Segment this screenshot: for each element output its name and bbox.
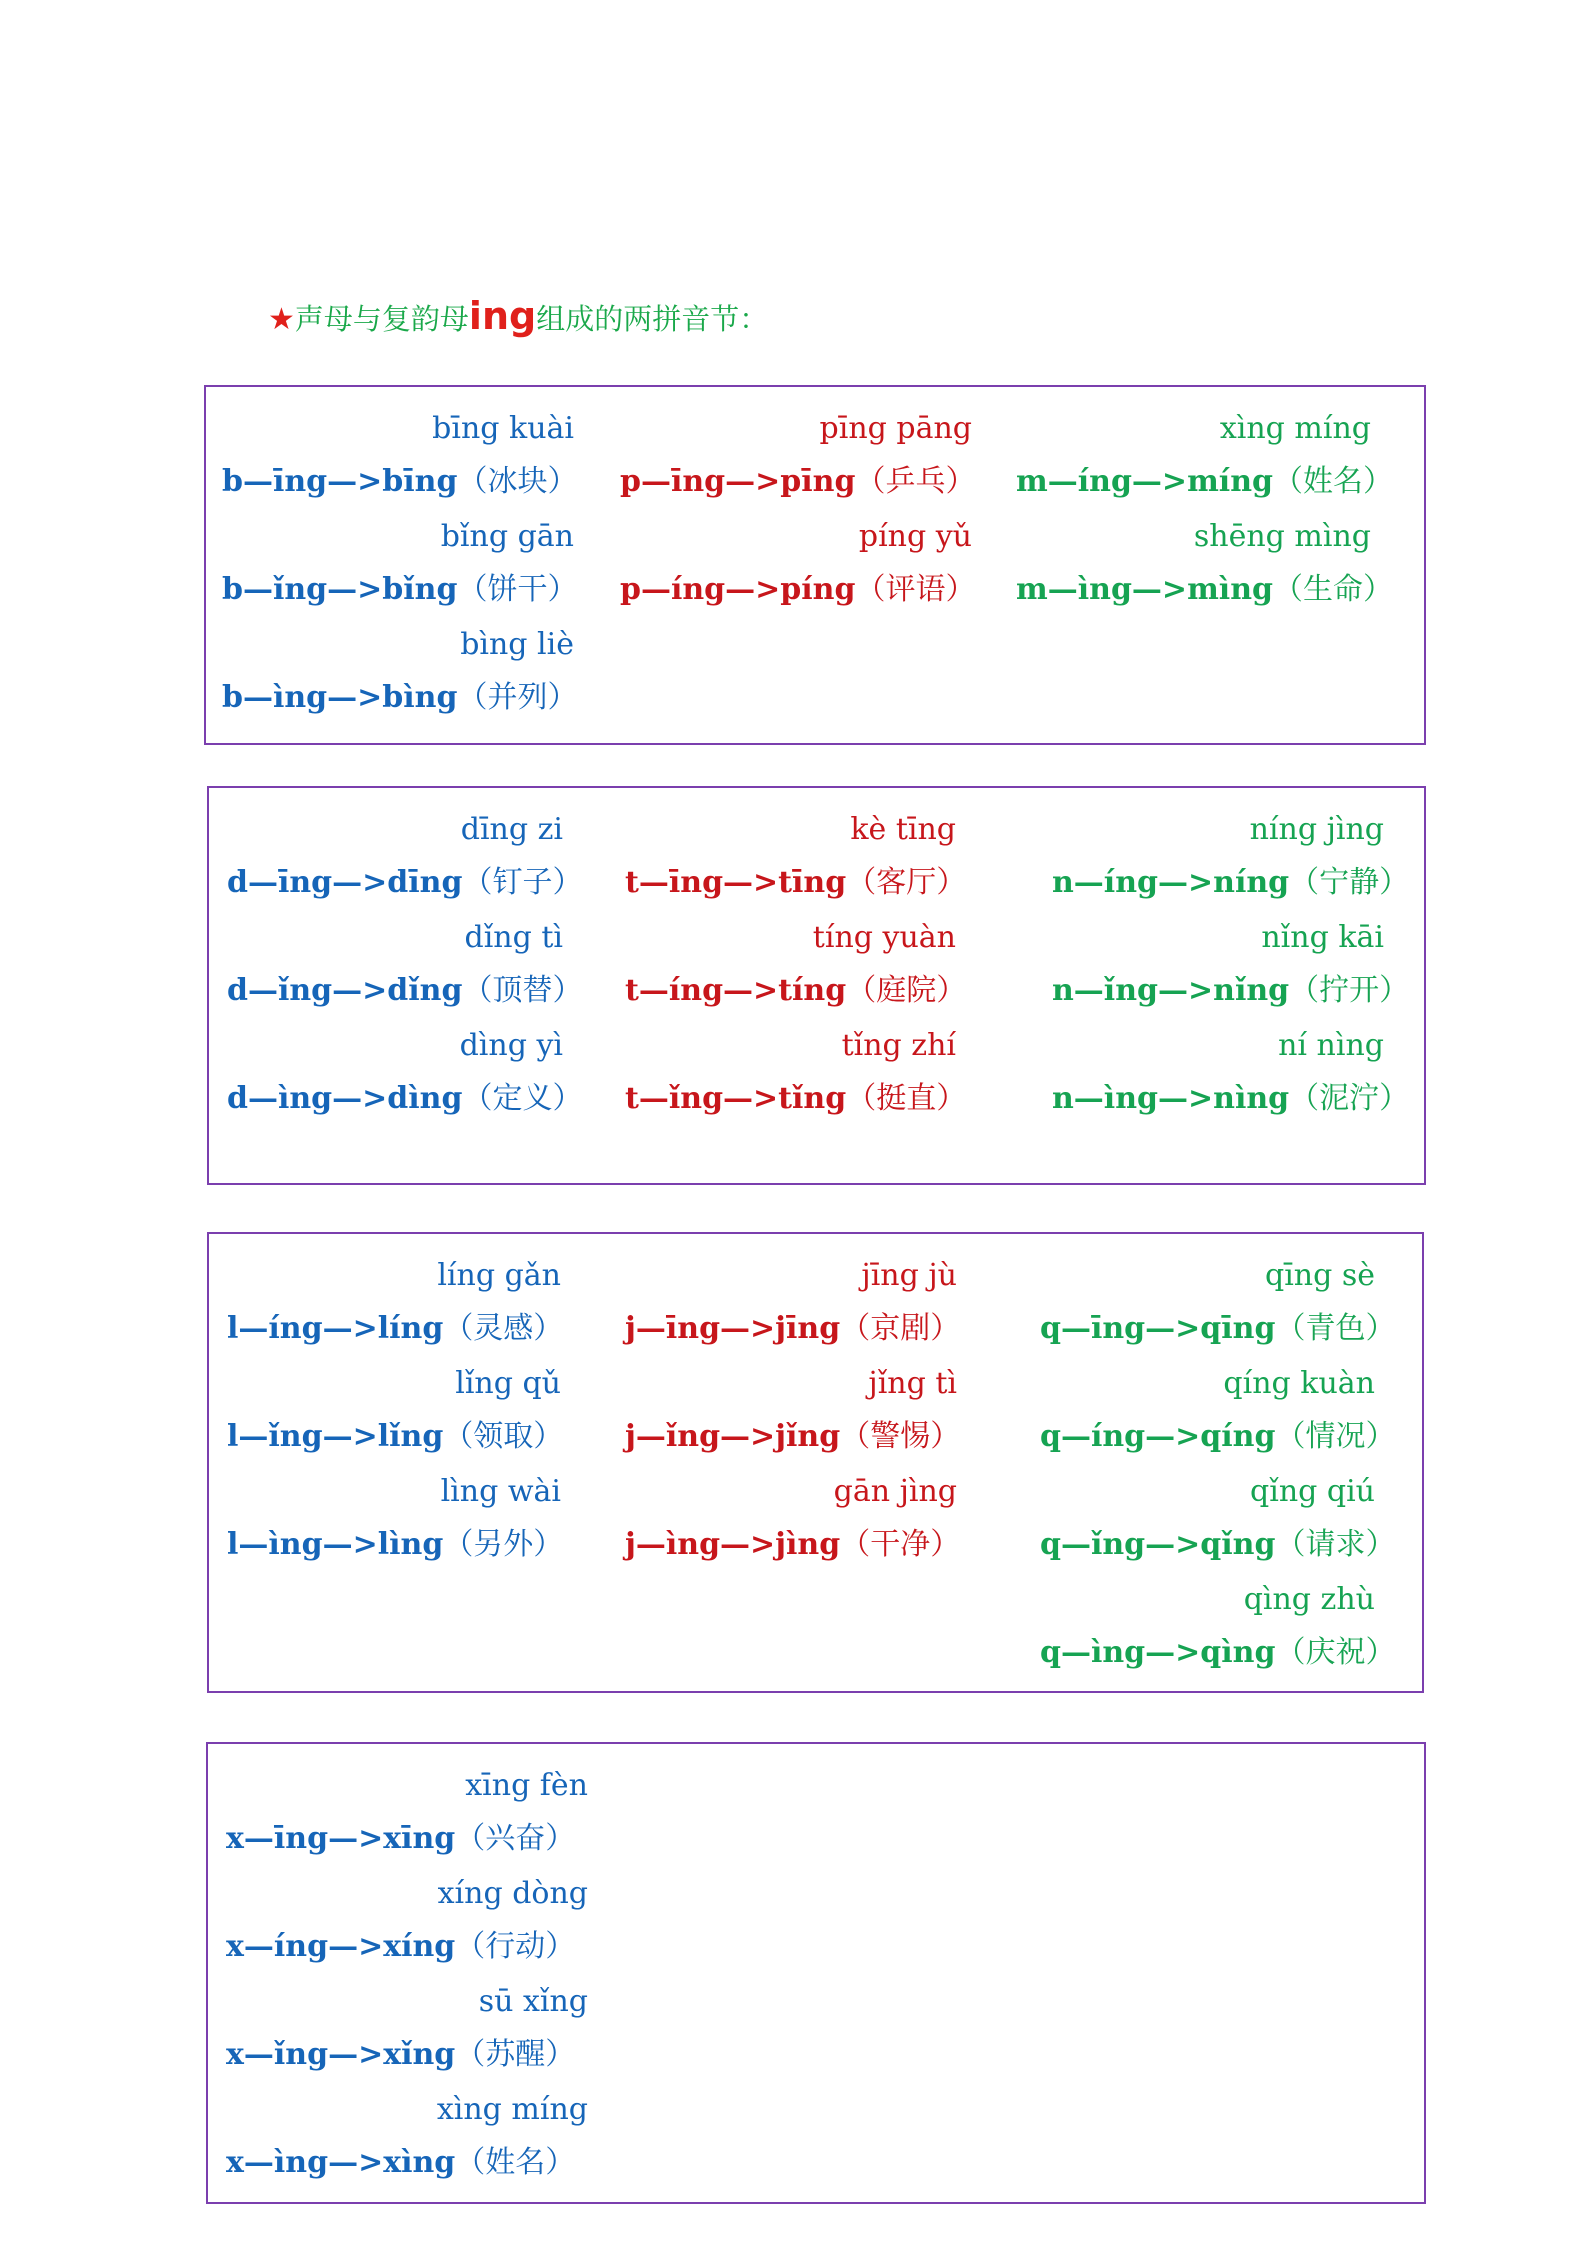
- chinese-word: （饼干）: [457, 572, 578, 607]
- spelling-formula: [226, 2033, 575, 2077]
- spelling-formula: [1016, 460, 1393, 504]
- formula-text: x—íng—>xíng: [226, 1929, 456, 1964]
- spelling-formula: [1052, 1077, 1409, 1121]
- pinyin-annotation: píng yǔ: [858, 519, 972, 554]
- pinyin-annotation: nǐng kāi: [1261, 920, 1384, 955]
- chinese-word: （另外）: [443, 1527, 564, 1562]
- chinese-word: （庆祝）: [1275, 1635, 1396, 1670]
- formula-text: x—ìng—>xìng: [226, 2145, 456, 2180]
- spelling-formula: [1040, 1523, 1395, 1567]
- chinese-word: （兴奋）: [455, 1821, 576, 1856]
- formula-text: q—ǐng—>qǐng: [1040, 1527, 1276, 1562]
- section-heading: [268, 292, 768, 340]
- chinese-word: （挺直）: [846, 1081, 967, 1116]
- pinyin-annotation: níng jìng: [1249, 812, 1384, 847]
- syllable-box: [204, 385, 1426, 745]
- spelling-formula: [227, 861, 582, 905]
- star-icon: ★: [268, 302, 295, 337]
- spelling-formula: [226, 1925, 575, 1969]
- formula-text: n—ǐng—>nǐng: [1052, 973, 1290, 1008]
- spelling-formula: [1040, 1415, 1395, 1459]
- chinese-word: （警惕）: [840, 1419, 961, 1454]
- chinese-word: （青色）: [1275, 1311, 1396, 1346]
- spelling-formula: [1052, 861, 1409, 905]
- chinese-word: （顶替）: [462, 973, 583, 1008]
- formula-text: x—ǐng—>xǐng: [226, 2037, 456, 2072]
- spelling-formula: [227, 1415, 563, 1459]
- formula-text: b—ǐng—>bǐng: [222, 572, 458, 607]
- chinese-word: （请求）: [1275, 1527, 1396, 1562]
- pinyin-annotation: bǐng gān: [440, 519, 574, 554]
- chinese-word: （姓名）: [1273, 464, 1393, 499]
- pinyin-annotation: gān jìng: [833, 1474, 957, 1509]
- spelling-formula: [226, 1817, 575, 1861]
- chinese-word: （庭院）: [846, 973, 967, 1008]
- formula-text: n—ìng—>nìng: [1052, 1081, 1290, 1116]
- syllable-box: [206, 1742, 1426, 2204]
- chinese-word: （并列）: [457, 680, 578, 715]
- chinese-word: （干净）: [840, 1527, 961, 1562]
- formula-text: b—īng—>bīng: [222, 464, 458, 499]
- spelling-formula: [625, 969, 966, 1013]
- pinyin-annotation: dǐng tì: [464, 920, 563, 955]
- spelling-formula: [1016, 568, 1393, 612]
- chinese-word: （宁静）: [1289, 865, 1410, 900]
- spelling-formula: [620, 568, 975, 612]
- pinyin-annotation: sū xǐng: [478, 1984, 588, 2019]
- pinyin-annotation: ní nìng: [1278, 1028, 1384, 1063]
- heading-text-after: 组成的两拼音节：: [536, 302, 769, 336]
- formula-text: t—íng—>tíng: [625, 973, 847, 1008]
- formula-text: l—ìng—>lìng: [227, 1527, 444, 1562]
- spelling-formula: [1040, 1307, 1395, 1351]
- heading-emphasis: ing: [468, 294, 537, 338]
- formula-text: q—īng—>qīng: [1040, 1311, 1276, 1346]
- chinese-word: （定义）: [462, 1081, 583, 1116]
- formula-text: l—íng—>líng: [227, 1311, 444, 1346]
- pinyin-annotation: qīng sè: [1264, 1258, 1375, 1293]
- formula-text: j—ǐng—>jǐng: [625, 1419, 841, 1454]
- pinyin-annotation: bīng kuài: [432, 411, 574, 446]
- formula-text: q—ìng—>qìng: [1040, 1635, 1276, 1670]
- pinyin-annotation: dìng yì: [459, 1028, 563, 1063]
- pinyin-annotation: xìng míng: [436, 2092, 588, 2127]
- spelling-formula: [227, 1307, 563, 1351]
- heading-text-before: 声母与复韵母: [294, 302, 469, 336]
- chinese-word: （冰块）: [457, 464, 578, 499]
- spelling-formula: [227, 969, 582, 1013]
- formula-text: x—īng—>xīng: [226, 1821, 456, 1856]
- pinyin-annotation: jǐng tì: [868, 1366, 957, 1401]
- spelling-formula: [620, 460, 975, 504]
- chinese-word: （领取）: [443, 1419, 564, 1454]
- chinese-word: （客厅）: [846, 865, 967, 900]
- pinyin-annotation: líng gǎn: [437, 1258, 561, 1293]
- formula-text: p—íng—>píng: [620, 572, 856, 607]
- chinese-word: （泥泞）: [1289, 1081, 1410, 1116]
- spelling-formula: [222, 676, 577, 720]
- formula-text: l—ǐng—>lǐng: [227, 1419, 444, 1454]
- chinese-word: （灵感）: [443, 1311, 564, 1346]
- formula-text: n—íng—>níng: [1052, 865, 1290, 900]
- spelling-formula: [226, 2141, 575, 2185]
- formula-text: j—īng—>jīng: [625, 1311, 841, 1346]
- spelling-formula: [625, 1523, 960, 1567]
- pinyin-annotation: tǐng zhí: [841, 1028, 956, 1063]
- pinyin-annotation: dīng zi: [460, 812, 563, 847]
- spelling-formula: [222, 568, 577, 612]
- pinyin-annotation: jīng jù: [861, 1258, 957, 1293]
- formula-text: t—ǐng—>tǐng: [625, 1081, 847, 1116]
- syllable-box: [207, 1232, 1424, 1693]
- pinyin-annotation: xìng míng: [1219, 411, 1371, 446]
- spelling-formula: [222, 460, 577, 504]
- formula-text: m—íng—>míng: [1016, 464, 1273, 499]
- chinese-word: （苏醒）: [455, 2037, 576, 2072]
- pinyin-annotation: lìng wài: [440, 1474, 561, 1509]
- formula-text: q—íng—>qíng: [1040, 1419, 1276, 1454]
- chinese-word: （评语）: [855, 572, 976, 607]
- chinese-word: （生命）: [1273, 572, 1393, 607]
- chinese-word: （情况）: [1275, 1419, 1396, 1454]
- pinyin-annotation: pīng pāng: [819, 411, 972, 446]
- chinese-word: （钉子）: [462, 865, 583, 900]
- pinyin-annotation: qìng zhù: [1243, 1582, 1375, 1617]
- spelling-formula: [625, 861, 966, 905]
- pinyin-annotation: qǐng qiú: [1250, 1474, 1375, 1509]
- pinyin-annotation: qíng kuàn: [1223, 1366, 1375, 1401]
- pinyin-annotation: bìng liè: [460, 627, 574, 662]
- chinese-word: （姓名）: [455, 2145, 576, 2180]
- formula-text: j—ìng—>jìng: [625, 1527, 841, 1562]
- pinyin-annotation: kè tīng: [850, 812, 956, 847]
- chinese-word: （京剧）: [840, 1311, 961, 1346]
- syllable-box: [207, 786, 1426, 1185]
- spelling-formula: [1052, 969, 1409, 1013]
- formula-text: m—ìng—>mìng: [1016, 572, 1273, 607]
- spelling-formula: [227, 1077, 582, 1121]
- pinyin-annotation: lǐng qǔ: [455, 1366, 561, 1401]
- formula-text: t—īng—>tīng: [625, 865, 847, 900]
- chinese-word: （乒乓）: [855, 464, 976, 499]
- formula-text: p—īng—>pīng: [620, 464, 856, 499]
- spelling-formula: [625, 1077, 966, 1121]
- chinese-word: （行动）: [455, 1929, 576, 1964]
- formula-text: d—ǐng—>dǐng: [227, 973, 463, 1008]
- formula-text: d—īng—>dīng: [227, 865, 463, 900]
- pinyin-annotation: shēng mìng: [1193, 519, 1371, 554]
- spelling-formula: [1040, 1631, 1395, 1675]
- pinyin-annotation: xíng dòng: [437, 1876, 588, 1911]
- pinyin-annotation: xīng fèn: [465, 1768, 588, 1803]
- formula-text: b—ìng—>bìng: [222, 680, 458, 715]
- chinese-word: （拧开）: [1289, 973, 1410, 1008]
- spelling-formula: [625, 1307, 960, 1351]
- spelling-formula: [227, 1523, 563, 1567]
- spelling-formula: [625, 1415, 960, 1459]
- formula-text: d—ìng—>dìng: [227, 1081, 463, 1116]
- pinyin-annotation: tíng yuàn: [812, 920, 956, 955]
